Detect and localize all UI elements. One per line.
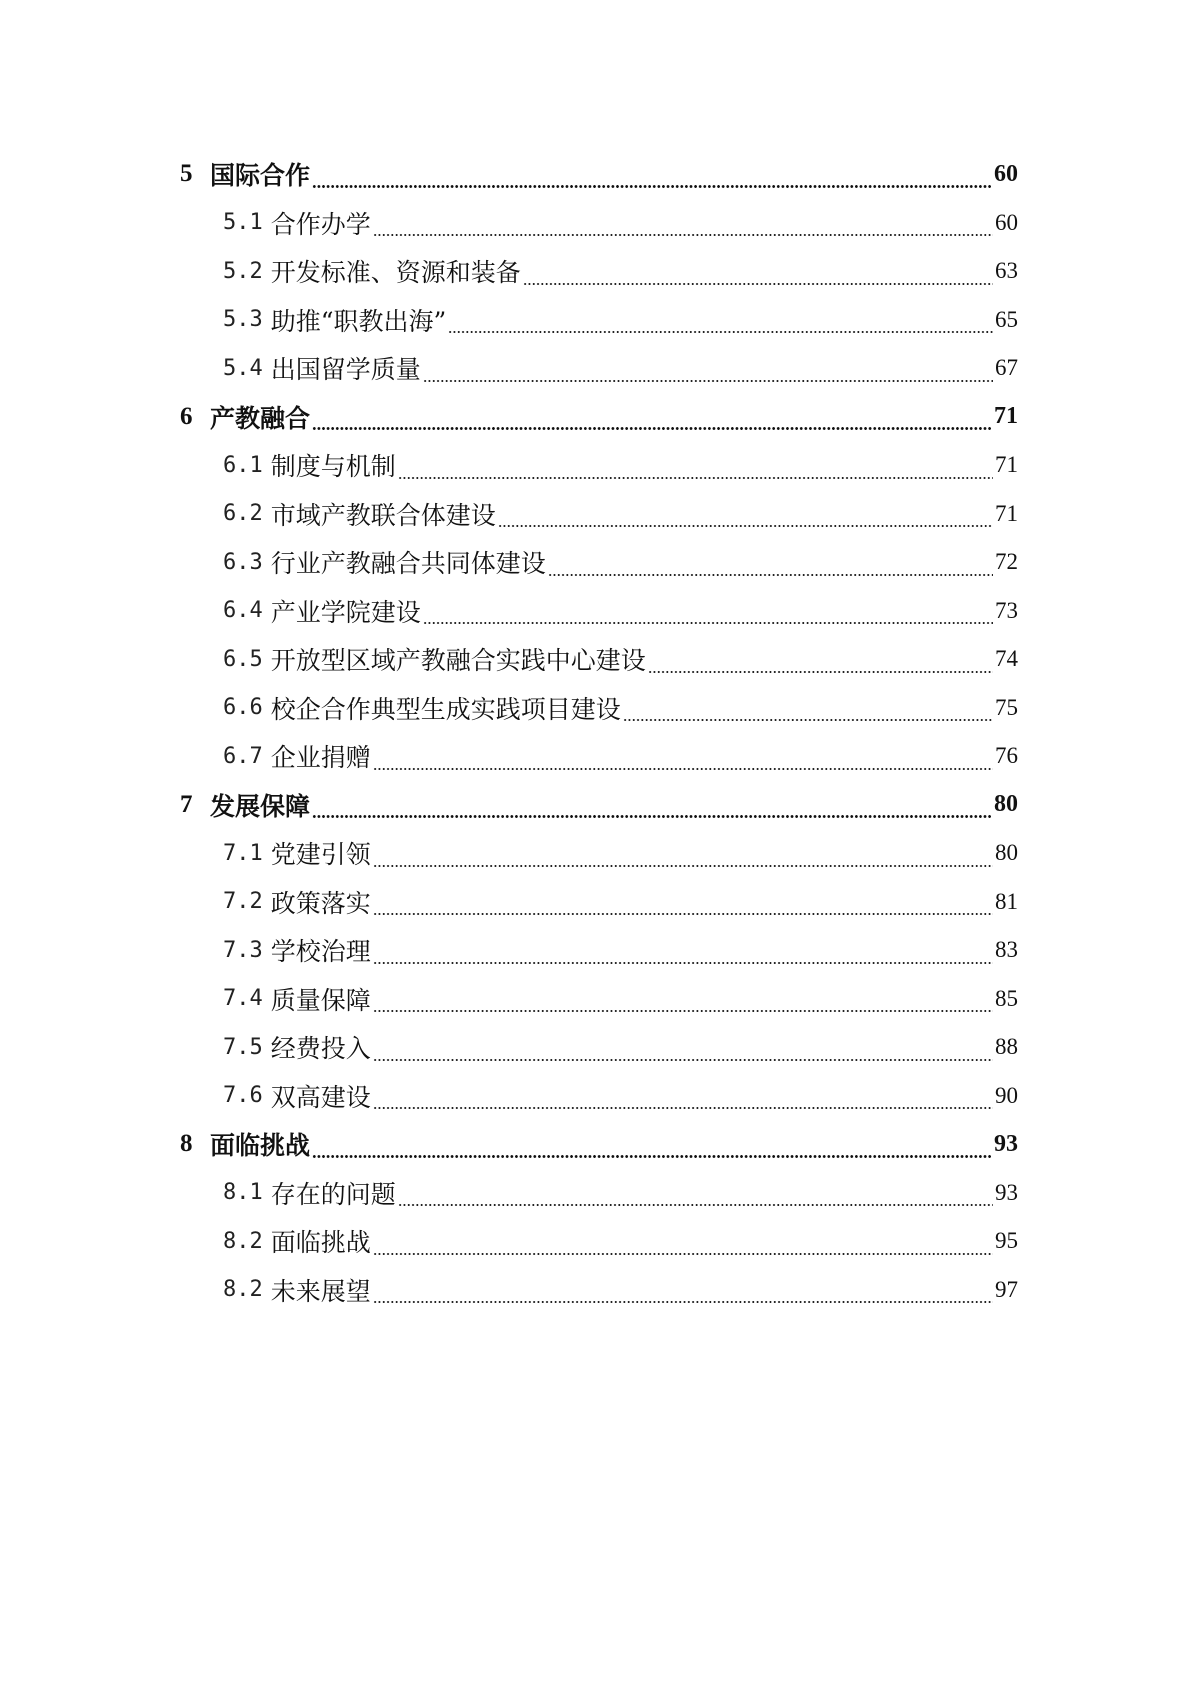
toc-chapter-5[interactable] (0, 150, 1191, 199)
toc-page-number: 81 (995, 888, 1018, 914)
toc-page-number: 80 (995, 840, 1018, 866)
toc-number: 8 (180, 1130, 193, 1158)
toc-page-number: 74 (995, 646, 1018, 672)
toc-number: 6.6 (223, 695, 263, 721)
toc-number: 7.4 (223, 986, 263, 1012)
toc-page-number: 88 (995, 1034, 1018, 1060)
toc-title: 党建引领 (270, 840, 371, 870)
toc-number: 7.2 (223, 889, 263, 915)
toc-section-6-6[interactable] (0, 684, 1191, 733)
dot-leader (373, 1107, 993, 1109)
dot-leader (373, 1301, 993, 1303)
toc-page-number: 90 (995, 1082, 1018, 1108)
toc-section-6-2[interactable] (0, 490, 1191, 539)
toc-page-number: 63 (995, 258, 1018, 284)
toc-page-number: 97 (995, 1276, 1018, 1302)
toc-section-8-2[interactable] (0, 1217, 1191, 1266)
toc-section-6-1[interactable] (0, 441, 1191, 490)
toc-chapter-6[interactable] (0, 393, 1191, 442)
toc-title: 政策落实 (270, 888, 371, 918)
toc-section-5-1[interactable] (0, 199, 1191, 248)
toc-section-6-4[interactable] (0, 587, 1191, 636)
dot-leader (398, 1204, 993, 1206)
toc-page-number: 67 (995, 355, 1018, 381)
toc-title: 产业学院建设 (270, 597, 421, 627)
toc-number: 8.2 (223, 1228, 263, 1254)
toc-section-7-2[interactable] (0, 878, 1191, 927)
toc-title: 校企合作典型生成实践项目建设 (270, 694, 621, 724)
toc-number: 7.6 (223, 1083, 263, 1109)
toc-page-number: 73 (995, 597, 1018, 623)
toc-title: 未来展望 (270, 1276, 371, 1306)
toc-number: 7.3 (223, 937, 263, 963)
toc-title: 开放型区域产教融合实践中心建设 (270, 646, 646, 676)
dot-leader (373, 913, 993, 915)
toc-title: 经费投入 (270, 1034, 371, 1064)
toc-number: 5.1 (223, 210, 263, 236)
dot-leader (373, 962, 993, 964)
toc-section-7-4[interactable] (0, 975, 1191, 1024)
toc-section-5-2[interactable] (0, 247, 1191, 296)
toc-chapter-7[interactable] (0, 781, 1191, 830)
toc-title: 合作办学 (270, 209, 371, 239)
dot-leader (623, 719, 993, 721)
toc-title: 开发标准、资源和装备 (270, 258, 521, 288)
toc-number: 5 (180, 160, 193, 188)
dot-leader (312, 427, 992, 430)
toc-number: 6.5 (223, 646, 263, 672)
toc-title: 双高建设 (270, 1082, 371, 1112)
toc-page-number: 85 (995, 985, 1018, 1011)
toc-section-7-1[interactable] (0, 829, 1191, 878)
toc-number: 6.1 (223, 452, 263, 478)
toc-page-number: 80 (994, 791, 1018, 818)
toc-page-number: 75 (995, 694, 1018, 720)
toc-title: 行业产教融合共同体建设 (270, 549, 546, 579)
toc-section-6-5[interactable] (0, 635, 1191, 684)
toc-section-6-7[interactable] (0, 732, 1191, 781)
dot-leader (423, 380, 993, 382)
toc-page-number: 72 (995, 549, 1018, 575)
toc-page-number: 71 (994, 403, 1018, 430)
toc-page-number: 71 (995, 500, 1018, 526)
toc-number: 5.2 (223, 258, 263, 284)
toc-section-5-3[interactable] (0, 296, 1191, 345)
toc-title: 市域产教联合体建设 (270, 500, 496, 530)
dot-leader (373, 1010, 993, 1012)
toc-title: 产教融合 (210, 403, 311, 433)
toc-number: 7 (180, 790, 193, 818)
toc-title: 面临挑战 (270, 1228, 371, 1258)
toc-section-8-1[interactable] (0, 1169, 1191, 1218)
toc-number: 6.7 (223, 743, 263, 769)
toc-section-7-5[interactable] (0, 1023, 1191, 1072)
table-of-contents (0, 150, 1191, 1314)
toc-number: 5.3 (223, 307, 263, 333)
dot-leader (373, 865, 993, 867)
toc-title: 学校治理 (270, 937, 371, 967)
toc-page-number: 60 (995, 209, 1018, 235)
toc-section-7-6[interactable] (0, 1072, 1191, 1121)
toc-page-number: 65 (995, 306, 1018, 332)
dot-leader (312, 1155, 992, 1158)
toc-section-5-4[interactable] (0, 344, 1191, 393)
toc-page-number: 95 (995, 1228, 1018, 1254)
toc-number: 5.4 (223, 355, 263, 381)
dot-leader (373, 1253, 993, 1255)
toc-title: 出国留学质量 (270, 355, 421, 385)
dot-leader (398, 477, 993, 479)
toc-title: 助推“职教出海” (270, 306, 447, 336)
toc-section-7-3[interactable] (0, 926, 1191, 975)
dot-leader (373, 234, 993, 236)
dot-leader (312, 185, 992, 188)
toc-title: 国际合作 (210, 161, 311, 191)
toc-number: 6.4 (223, 598, 263, 624)
dot-leader (312, 815, 992, 818)
dot-leader (523, 283, 993, 285)
toc-page-number: 71 (995, 452, 1018, 478)
dot-leader (498, 525, 993, 527)
toc-title: 企业捐赠 (270, 743, 371, 773)
toc-page-number: 93 (994, 1130, 1018, 1157)
toc-number: 6.3 (223, 549, 263, 575)
toc-number: 8.1 (223, 1180, 263, 1206)
toc-title: 发展保障 (210, 791, 311, 821)
dot-leader (373, 768, 993, 770)
dot-leader (548, 574, 993, 576)
toc-page-number: 76 (995, 743, 1018, 769)
toc-number: 6.2 (223, 501, 263, 527)
toc-chapter-8[interactable] (0, 1120, 1191, 1169)
toc-section-8-2-outlook[interactable] (0, 1266, 1191, 1315)
toc-section-6-3[interactable] (0, 538, 1191, 587)
toc-title: 存在的问题 (270, 1179, 396, 1209)
toc-number: 7.1 (223, 840, 263, 866)
toc-page-number: 83 (995, 937, 1018, 963)
toc-number: 6 (180, 402, 193, 430)
dot-leader (448, 331, 993, 333)
toc-number: 8.2 (223, 1277, 263, 1303)
toc-title: 面临挑战 (210, 1131, 311, 1161)
toc-number: 7.5 (223, 1034, 263, 1060)
dot-leader (373, 1059, 993, 1061)
toc-title: 质量保障 (270, 985, 371, 1015)
toc-page-number: 60 (994, 160, 1018, 187)
toc-title: 制度与机制 (270, 452, 396, 482)
dot-leader (423, 622, 993, 624)
dot-leader (648, 671, 993, 673)
toc-page-number: 93 (995, 1179, 1018, 1205)
